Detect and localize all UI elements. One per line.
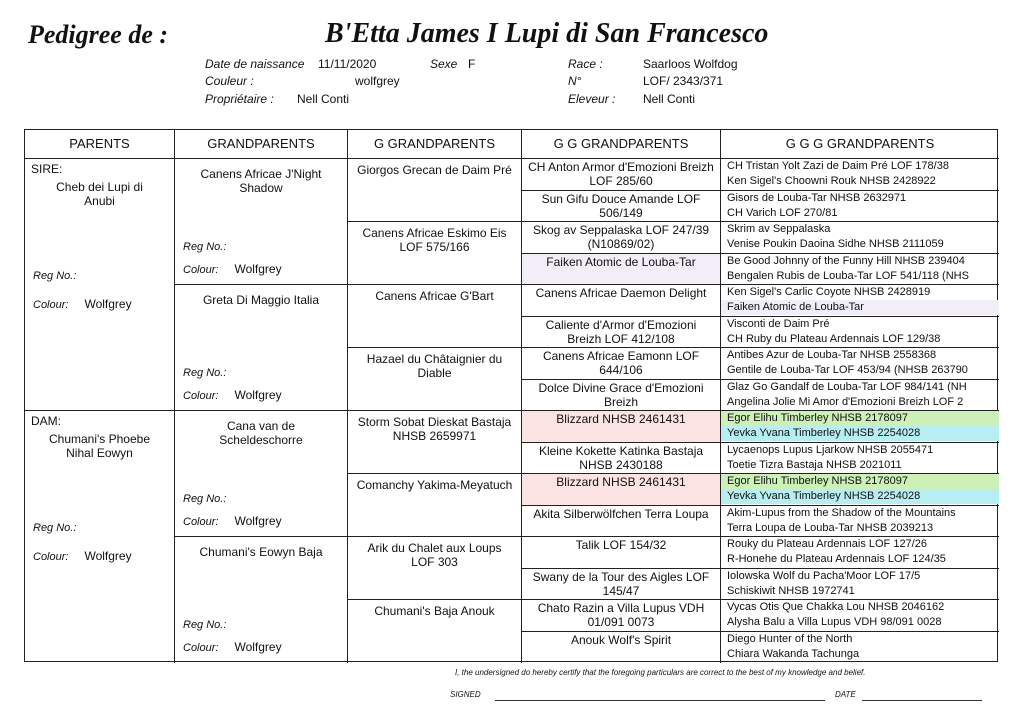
g-grandparent-name: Storm Sobat Dieskat Bastaja NHSB 2659971 [357, 415, 512, 443]
gg-grandparent-name: CH Anton Armor d'Emozioni Breizh LOF 285/60 [528, 160, 714, 188]
ggg-grandparent-pair [721, 411, 999, 443]
grandparent-reg-label: Reg No.: [183, 619, 227, 631]
grandparent-colour-value: Wolfgrey [234, 640, 282, 654]
ggg-grandparent-pair [721, 506, 999, 538]
gg-grandparent-name: Blizzard NHSB 2461431 [556, 475, 686, 489]
gg-grandparent-cell [522, 569, 721, 601]
gg-grandparent-name: Dolce Divine Grace d'Emozioni Breizh [538, 380, 704, 409]
column-header: G G GRANDPARENTS [522, 130, 721, 159]
gg-grandparent-cell [522, 222, 721, 254]
g-grandparent-name: Giorgos Grecan de Daim Pré [357, 163, 512, 177]
ggg-grandparent-name: Egor Elihu Timberley NHSB 2178097 [721, 474, 999, 489]
ggg-grandparent-name: CH Ruby du Plateau Ardennais LOF 129/38 [727, 332, 941, 345]
ggg-grandparent-name: Yevka Yvana Timberley NHSB 2254028 [721, 489, 999, 504]
grandparent-cell [175, 285, 348, 411]
dob-label: Date de naissance [205, 57, 305, 71]
gg-grandparent-name: Caliente d'Armor d'Emozioni Breizh LOF 412/108 [545, 317, 697, 346]
ggg-grandparent-name: Ken Sigel's Choowni Rouk NHSB 2428922 [727, 175, 936, 187]
owner-value: Nell Conti [297, 92, 350, 106]
gg-grandparent-cell [522, 254, 721, 286]
grandparent-name: Chumani's Eowyn Baja [199, 545, 323, 559]
column-header: GRANDPARENTS [175, 130, 348, 159]
ggg-grandparent-name: Be Good Johnny of the Funny Hill NHSB 239404 [727, 254, 965, 267]
gg-grandparent-cell [522, 380, 721, 412]
ggg-grandparent-pair [721, 317, 999, 349]
ggg-grandparent-pair [721, 474, 999, 506]
gg-grandparent-cell [522, 191, 721, 223]
dam-label: DAM: [31, 414, 61, 428]
gg-grandparent-cell [522, 537, 721, 569]
gg-grandparent-name: Skog av Seppalaska LOF 247/39 (N10869/02) [532, 223, 710, 251]
ggg-grandparent-name: Rouky du Plateau Ardennais LOF 127/26 [727, 538, 927, 550]
grandparent-colour [183, 262, 282, 277]
ggg-grandparent-pair [721, 254, 999, 286]
gg-grandparent-cell [522, 443, 721, 475]
grandparent-colour [183, 388, 282, 403]
grandparent-reg-label: Reg No.: [183, 241, 227, 253]
date-label: DATE [835, 690, 856, 699]
ggg-grandparent-pair [721, 159, 999, 191]
certification-text: I, the undersigned do hereby certify that the foregoing particulars are correct to the best of my knowledge and belief. [455, 668, 866, 677]
dob-value: 11/11/2020 [318, 57, 377, 71]
sex-value: F [468, 57, 476, 71]
grandparent-name: Canens Africae J'Night Shadow [200, 167, 322, 195]
ggg-grandparent-pair [721, 191, 999, 223]
race-value: Saarloos Wolfdog [643, 57, 738, 71]
grandparent-name: Cana van de Scheldeschorre [219, 419, 303, 447]
column-header: G G G GRANDPARENTS [721, 130, 999, 159]
dam-colour-label: Colour: [33, 551, 69, 563]
pedigree-table [24, 129, 998, 662]
grandparent-reg-label: Reg No.: [183, 493, 227, 505]
ggg-grandparent-pair [721, 380, 999, 412]
ggg-grandparent-name: Antibes Azur de Louba-Tar NHSB 2558368 [727, 349, 937, 361]
sire-name: Cheb dei Lupi di Anubi [56, 180, 143, 208]
ggg-grandparent-name: Gentile de Louba-Tar LOF 453/94 (NHSB 263790 [727, 364, 968, 376]
ggg-grandparent-name: Diego Hunter of the North [727, 632, 853, 645]
ggg-grandparent-name: Toetie Tizra Bastaja NHSB 2021011 [727, 458, 902, 471]
sex-label: Sexe [430, 57, 458, 71]
race-label: Race : [568, 57, 603, 71]
date-line[interactable] [862, 700, 982, 701]
grandparent-colour-label: Colour: [183, 390, 219, 402]
signed-label: SIGNED [450, 690, 481, 699]
grandparent-colour-value: Wolfgrey [234, 262, 282, 276]
column-header: G GRANDPARENTS [348, 130, 522, 159]
ggg-grandparent-pair [721, 443, 999, 475]
sire-label: SIRE: [31, 162, 63, 176]
dam-name: Chumani's Phoebe Nihal Eowyn [48, 432, 151, 460]
grandparent-colour-label: Colour: [183, 642, 219, 654]
g-grandparent-cell [348, 222, 522, 285]
ggg-grandparent-pair [721, 632, 999, 664]
grandparent-colour [183, 640, 282, 655]
dog-name-title: B'Etta James I Lupi di San Francesco [325, 18, 769, 49]
gg-grandparent-name: Swany de la Tour des Aigles LOF 145/47 [532, 569, 710, 598]
sire-colour-value: Wolfgrey [84, 297, 132, 311]
gg-grandparent-name: Akita Silberwölfchen Terra Loupa [533, 506, 709, 521]
signature-line[interactable] [495, 700, 825, 701]
ggg-grandparent-name: Lycaenops Lupus Ljarkow NHSB 2055471 [727, 443, 934, 456]
ggg-grandparent-name: Bengalen Rubis de Louba-Tar LOF 541/118 (NHS [727, 269, 969, 282]
sire-cell [25, 159, 175, 411]
gg-grandparent-cell [522, 506, 721, 538]
gg-grandparent-name: Chato Razin a Villa Lupus VDH 01/091 0073 [537, 601, 705, 629]
grandparent-colour-value: Wolfgrey [234, 514, 282, 528]
gg-grandparent-name: Anouk Wolf's Spirit [570, 632, 672, 647]
gg-grandparent-name: Blizzard NHSB 2461431 [556, 412, 686, 426]
grandparent-colour-label: Colour: [183, 264, 219, 276]
gg-grandparent-name: Talik LOF 154/32 [575, 538, 667, 552]
ggg-grandparent-name: Gisors de Louba-Tar NHSB 2632971 [727, 191, 907, 204]
gg-grandparent-cell [522, 474, 721, 506]
ggg-grandparent-name: Venise Poukin Daoina Sidhe NHSB 2111059 [727, 238, 944, 250]
dam-cell [25, 411, 175, 663]
ggg-grandparent-pair [721, 222, 999, 254]
gg-grandparent-name: Canens Africae Daemon Delight [535, 286, 707, 300]
ggg-grandparent-name: Faiken Atomic de Louba-Tar [721, 300, 999, 315]
ggg-grandparent-name: CH Tristan Yolt Zazi de Daim Pré LOF 178/38 [727, 160, 949, 172]
ggg-grandparent-pair [721, 348, 999, 380]
g-grandparent-name: Arik du Chalet aux Loups LOF 303 [367, 541, 502, 569]
ggg-grandparent-name: Vycas Otis Que Chakka Lou NHSB 2046162 [727, 601, 945, 613]
g-grandparent-cell [348, 474, 522, 537]
g-grandparent-cell [348, 537, 522, 600]
grandparent-colour-label: Colour: [183, 516, 219, 528]
grandparent-cell [175, 537, 348, 663]
g-grandparent-cell [348, 411, 522, 474]
number-label: N° [568, 74, 582, 88]
sire-reg-label: Reg No.: [33, 270, 77, 282]
ggg-grandparent-pair [721, 600, 999, 632]
g-grandparent-cell [348, 285, 522, 348]
ggg-grandparent-pair [721, 537, 999, 569]
g-grandparent-name: Canens Africae G'Bart [375, 289, 494, 303]
grandparent-colour-value: Wolfgrey [234, 388, 282, 402]
gg-grandparent-cell [522, 600, 721, 632]
gg-grandparent-cell [522, 159, 721, 191]
grandparent-cell [175, 159, 348, 285]
colour-label: Couleur : [205, 74, 254, 88]
grandparent-cell [175, 411, 348, 537]
ggg-grandparent-name: Chiara Wakanda Tachunga [727, 647, 860, 660]
colour-value: wolfgrey [355, 74, 400, 88]
g-grandparent-cell [348, 159, 522, 222]
grandparent-reg-label: Reg No.: [183, 367, 227, 379]
ggg-grandparent-name: Akim-Lupus from the Shadow of the Mountains [727, 506, 956, 519]
ggg-grandparent-name: CH Varich LOF 270/81 [727, 206, 838, 219]
number-value: LOF/ 2343/371 [643, 74, 724, 88]
ggg-grandparent-name: Angelina Jolie Mi Amor d'Emozioni Breizh LOF 2 [727, 395, 964, 408]
ggg-grandparent-name: Iolowska Wolf du Pacha'Moor LOF 17/5 [727, 569, 921, 582]
g-grandparent-cell [348, 600, 522, 663]
gg-grandparent-name: Faiken Atomic de Louba-Tar [546, 254, 696, 269]
gg-grandparent-cell [522, 348, 721, 380]
pedigree-label: Pedigree de : [28, 20, 169, 49]
ggg-grandparent-name: Visconti de Daim Pré [727, 317, 830, 330]
column-header: PARENTS [25, 130, 175, 159]
owner-label: Propriétaire : [205, 92, 274, 106]
breeder-label: Eleveur : [568, 92, 616, 106]
gg-grandparent-cell [522, 632, 721, 664]
g-grandparent-name: Canens Africae Eskimo Eis LOF 575/166 [362, 226, 507, 254]
ggg-grandparent-name: Egor Elihu Timberley NHSB 2178097 [721, 411, 999, 426]
breeder-value: Nell Conti [643, 92, 696, 106]
gg-grandparent-cell [522, 411, 721, 443]
dam-colour [33, 549, 132, 564]
gg-grandparent-cell [522, 285, 721, 317]
dam-colour-value: Wolfgrey [84, 549, 132, 563]
gg-grandparent-name: Canens Africae Eamonn LOF 644/106 [542, 349, 700, 377]
ggg-grandparent-name: Glaz Go Gandalf de Louba-Tar LOF 984/141 (NH [727, 380, 967, 393]
ggg-grandparent-name: R-Honehe du Plateau Ardennais LOF 124/35 [727, 553, 946, 565]
gg-grandparent-cell [522, 317, 721, 349]
ggg-grandparent-name: Ken Sigel's Carlic Coyote NHSB 2428919 [727, 286, 931, 298]
ggg-grandparent-name: Skrim av Seppalaska [727, 223, 831, 235]
g-grandparent-name: Comanchy Yakima-Meyatuch [356, 478, 513, 492]
ggg-grandparent-name: Terra Loupa de Louba-Tar NHSB 2039213 [727, 521, 934, 534]
ggg-grandparent-pair [721, 285, 999, 317]
ggg-grandparent-name: Alysha Balu a Villa Lupus VDH 98/091 0028 [727, 616, 942, 628]
sire-colour [33, 297, 132, 312]
g-grandparent-cell [348, 348, 522, 411]
g-grandparent-name: Hazael du Châtaignier du Diable [366, 352, 503, 380]
ggg-grandparent-name: Yevka Yvana Timberley NHSB 2254028 [721, 426, 999, 441]
grandparent-colour [183, 514, 282, 529]
gg-grandparent-name: Kleine Kokette Katinka Bastaja NHSB 2430188 [538, 443, 704, 472]
grandparent-name: Greta Di Maggio Italia [202, 293, 320, 307]
g-grandparent-name: Chumani's Baja Anouk [374, 604, 495, 618]
gg-grandparent-name: Sun Gifu Douce Amande LOF 506/149 [541, 191, 701, 220]
dam-reg-label: Reg No.: [33, 522, 77, 534]
ggg-grandparent-pair [721, 569, 999, 601]
ggg-grandparent-name: Schiskiwit NHSB 1972741 [727, 584, 855, 597]
sire-colour-label: Colour: [33, 299, 69, 311]
